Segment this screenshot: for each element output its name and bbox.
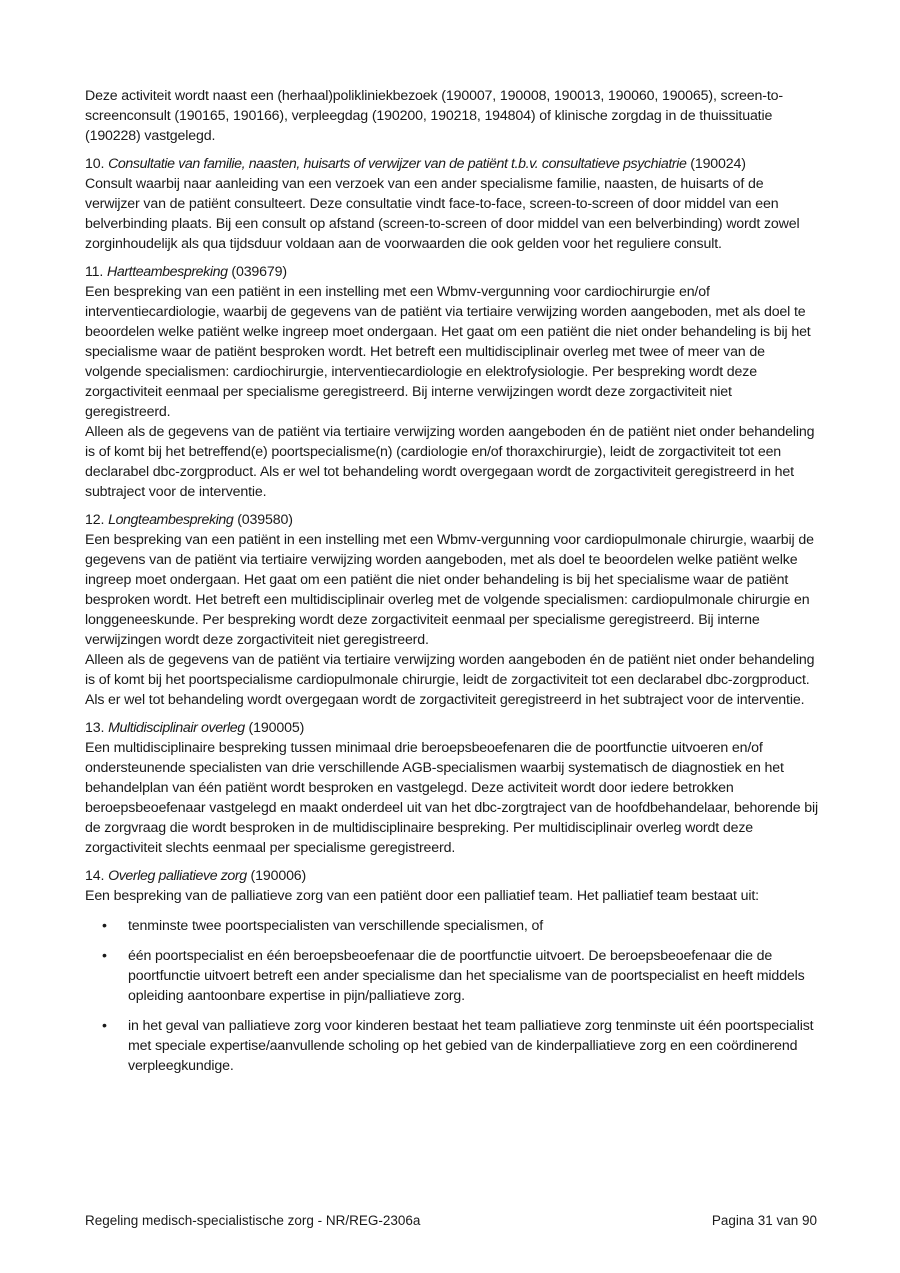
section-title: Multidisciplinair overleg <box>108 720 245 736</box>
section-paragraph: Een bespreking van de palliatieve zorg van een patiënt door een palliatief team. Het palliatief team bestaat uit: <box>85 888 759 904</box>
bullet-icon: • <box>102 948 107 964</box>
section-title: Hartteambespreking <box>107 264 228 280</box>
footer-page-number: Pagina 31 van 90 <box>711 1213 817 1228</box>
section-paragraph: Alleen als de gegevens van de patiënt via tertiaire verwijzing worden aangeboden én de patiënt niet onder behandeling is of komt bij het betreffend(e) poortspecialisme(n) (cardiologie en/of thoraxchirurgie), leidt de zorgactiviteit tot een declarabel dbc-zorgproduct. Als er wel tot behandeling wordt overgegaan wordt de zorgactiviteit geregistreerd in het subtraject voor de interventie. <box>85 424 815 500</box>
bullet-item <box>85 946 820 1006</box>
document-page <box>85 86 820 1086</box>
section-title: Longteambespreking <box>108 512 234 528</box>
bullet-item <box>85 1016 820 1076</box>
section-number: 10. <box>85 156 105 172</box>
section-heading <box>85 154 820 174</box>
section-title: Consultatie van familie, naasten, huisarts of verwijzer van de patiënt t.b.v. consultatieve psychiatrie <box>108 156 687 172</box>
bullet-icon: • <box>102 918 107 934</box>
section-12 <box>85 510 820 710</box>
bullet-text: tenminste twee poortspecialisten van verschillende specialismen, of <box>128 918 544 934</box>
section-code: (190006) <box>250 868 307 884</box>
section-code: (039679) <box>231 264 287 280</box>
section-number: 14. <box>85 868 105 884</box>
section-11 <box>85 262 820 502</box>
page-footer <box>85 1212 817 1230</box>
section-number: 11. <box>85 264 104 280</box>
bullet-list <box>85 916 820 1076</box>
section-title: Overleg palliatieve zorg <box>108 868 247 884</box>
section-code: (190005) <box>248 720 305 736</box>
section-paragraph: Alleen als de gegevens van de patiënt via tertiaire verwijzing worden aangeboden én de patiënt niet onder behandeling is of komt bij het poortspecialisme cardiopulmonale chirurgie, leidt de zorgactiviteit tot een declarabel dbc-zorgproduct. Als er wel tot behandeling wordt overgegaan wordt de zorgactiviteit geregistreerd in het subtraject voor de interventie. <box>85 652 815 708</box>
section-number: 13. <box>85 720 105 736</box>
section-13 <box>85 718 820 858</box>
section-number: 12. <box>85 512 105 528</box>
section-paragraph: Consult waarbij naar aanleiding van een verzoek van een ander specialisme familie, naasten, de huisarts of de verwijzer van de patiënt consulteert. Deze consultatie vindt face-to-face, screen-to-screen of door middel van een belverbinding plaats. Bij een consult op afstand (screen-to-screen of door middel van een belverbinding) wordt zowel zorginhoudelijk als qua tijdsduur voldaan aan de voorwaarden die ook gelden voor het reguliere consult. <box>85 176 800 252</box>
section-paragraph: Een multidisciplinaire bespreking tussen minimaal drie beroepsbeoefenaren die de poortfunctie uitvoeren en/of ondersteunende specialisten van drie verschillende AGB-specialismen waarbij systematisch de diagnostiek en het behandelplan van één patiënt wordt besproken en vastgelegd. Deze activiteit wordt door iedere betrokken beroepsbeoefenaar vastgelegd en maakt onderdeel uit van het dbc-zorgtraject van de hoofdbehandelaar, behorende bij de zorgvraag die wordt besproken in de multidisciplinaire bespreking. Per multidisciplinair overleg wordt deze zorgactiviteit slechts eenmaal per specialisme geregistreerd. <box>85 740 819 856</box>
bullet-item <box>85 916 820 936</box>
section-14 <box>85 866 820 1076</box>
section-heading <box>85 718 820 738</box>
footer-document-title: Regeling medisch-specialistische zorg - NR/REG-2306a <box>85 1213 421 1228</box>
section-paragraph: Een bespreking van een patiënt in een instelling met een Wbmv-vergunning voor cardiopulmonale chirurgie, waarbij de gegevens van de patiënt via tertiaire verwijzing worden aangeboden, met als doel te beoordelen welke patiënt welke ingreep moet ondergaan. Het gaat om een patiënt die niet onder behandeling is bij het specialisme waar de patiënt besproken wordt. Het betreft een multidisciplinair overleg met de volgende specialismen: cardiopulmonale chirurgie en longgeneeskunde. Per bespreking wordt deze zorgactiviteit eenmaal per specialisme geregistreerd. Bij interne verwijzingen wordt deze zorgactiviteit niet geregistreerd. <box>85 532 814 648</box>
section-code: (039580) <box>237 512 293 528</box>
section-paragraph: Een bespreking van een patiënt in een instelling met een Wbmv-vergunning voor cardiochirurgie en/of interventiecardiologie, waarbij de gegevens van de patiënt via tertiaire verwijzing worden aangeboden, met als doel te beoordelen welke patiënt welke ingreep moet ondergaan. Het gaat om een patiënt die niet onder behandeling is bij het specialisme waar de patiënt besproken wordt. Het betreft een multidisciplinair overleg met twee of meer van de volgende specialismen: cardiochirurgie, interventiecardiologie en elektrofysiologie. Per bespreking wordt deze zorgactiviteit eenmaal per specialisme geregistreerd. Bij interne verwijzingen wordt deze zorgactiviteit niet geregistreerd. <box>85 284 811 420</box>
bullet-icon: • <box>102 1018 107 1034</box>
section-10 <box>85 154 820 254</box>
section-code: (190024) <box>690 156 746 172</box>
bullet-text: één poortspecialist en één beroepsbeoefenaar die de poortfunctie uitvoert. De beroepsbeoefenaar die de poortfunctie uitvoert betreft een ander specialisme dan het specialisme van de poortspecialist en heeft middels opleiding aantoonbare expertise in pijn/palliatieve zorg. <box>128 948 805 1004</box>
intro-paragraph: Deze activiteit wordt naast een (herhaal)polikliniekbezoek (190007, 190008, 190013, 190060, 190065), screen-to-screenconsult (190165, 190166), verpleegdag (190200, 190218, 194804) of klinische zorgdag in de thuissituatie (190228) vastgelegd. <box>85 88 783 144</box>
bullet-text: in het geval van palliatieve zorg voor kinderen bestaat het team palliatieve zorg tenminste uit één poortspecialist met speciale expertise/aanvullende scholing op het gebied van de kinderpalliatieve zorg en een coördinerend verpleegkundige. <box>128 1018 814 1074</box>
section-heading <box>85 510 820 530</box>
section-heading <box>85 866 820 886</box>
section-heading <box>85 262 820 282</box>
